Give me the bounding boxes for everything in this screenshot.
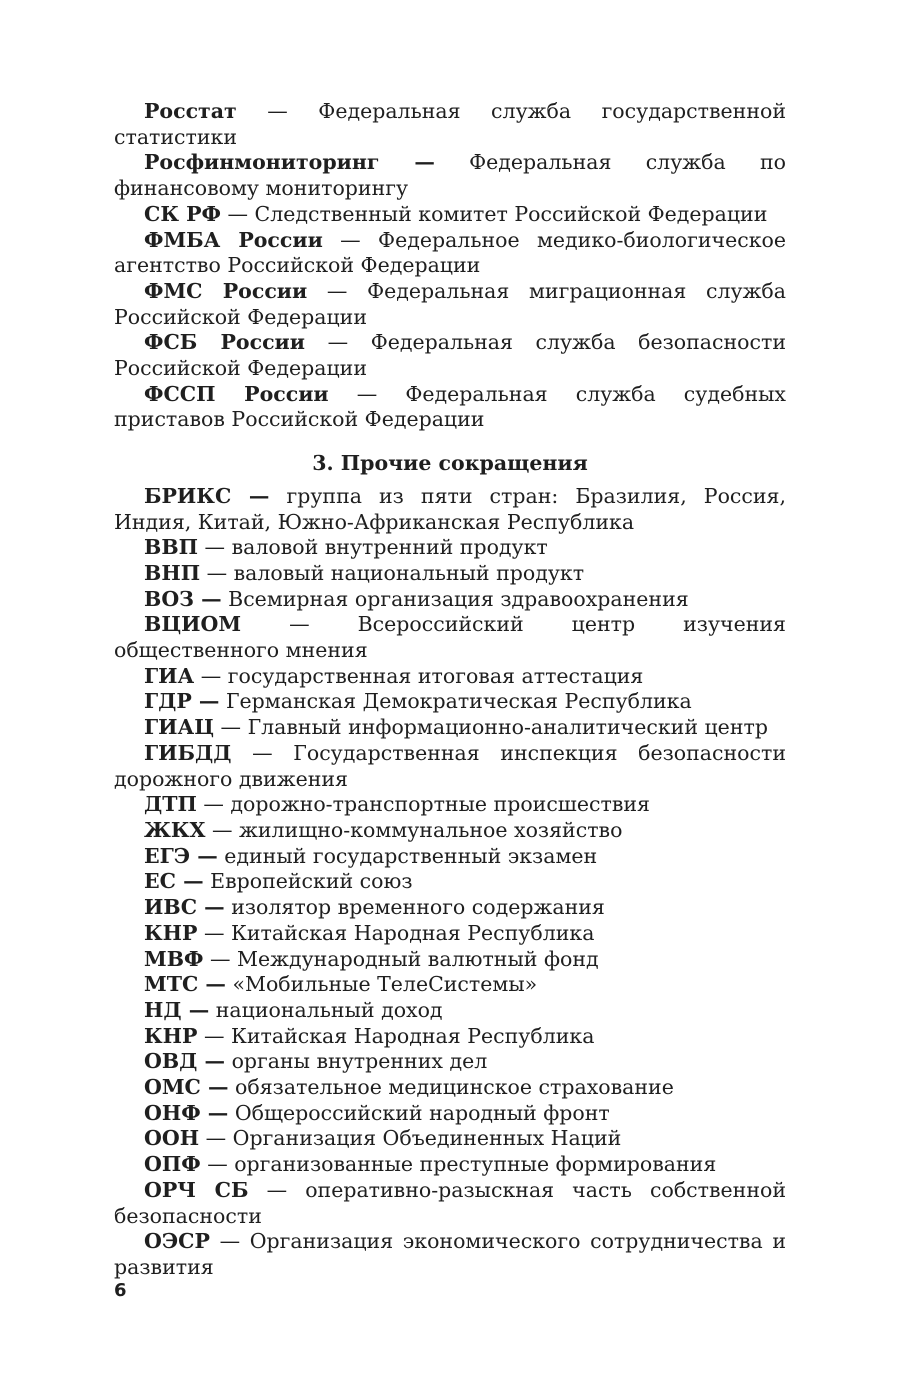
list-item — [114, 587, 786, 613]
definition: Главный информационно-аналитический центр — [247, 715, 768, 740]
list-item — [114, 972, 786, 998]
definition: Государственная инспекция безопасности дорожного движения — [114, 740, 786, 791]
abbreviation: ЖКХ — [144, 817, 206, 842]
abbreviation: ИВС — — [144, 895, 225, 920]
list-item — [114, 330, 786, 381]
abbreviation: Росфинмониторинг — — [144, 150, 435, 175]
abbreviation: Росстат — [144, 99, 237, 123]
definition: «Мобильные ТелеСистемы» — [232, 972, 538, 997]
separator: — — [307, 278, 368, 303]
list-item — [114, 150, 786, 201]
list-item — [114, 741, 786, 792]
abbreviation: МВФ — [144, 946, 204, 971]
definition: национальный доход — [215, 997, 443, 1022]
list-item — [114, 869, 786, 895]
list-item — [114, 1229, 786, 1280]
abbreviation: МТС — — [144, 972, 226, 997]
list-item — [114, 664, 786, 690]
definition: Международный валютный фонд — [237, 946, 599, 971]
definition: единый государственный экзамен — [224, 843, 598, 868]
definition: организованные преступные формирования — [234, 1152, 717, 1177]
abbreviation: ФСБ России — [144, 330, 305, 355]
list-item — [114, 844, 786, 870]
separator: — — [328, 381, 406, 406]
separator: — — [200, 1152, 235, 1177]
list-item — [114, 1152, 786, 1178]
definition: Китайская Народная Республика — [230, 920, 595, 945]
definition: Федеральная служба государственной статистики — [114, 99, 786, 149]
separator: — — [241, 612, 358, 637]
separator — [269, 484, 286, 508]
list-item — [114, 535, 786, 561]
abbreviation: ФМС России — [144, 278, 308, 303]
separator — [435, 150, 469, 174]
separator: — — [248, 1177, 306, 1202]
definition: Федеральная миграционная служба Российской Федерации — [114, 278, 786, 329]
definition: Федеральная служба по финансовому мониторингу — [114, 150, 786, 201]
definition: Федеральная служба судебных приставов Российской Федерации — [114, 381, 786, 432]
list-item — [114, 561, 786, 587]
definition: государственная итоговая аттестация — [227, 663, 644, 688]
abbreviation: БРИКС — — [144, 483, 270, 508]
section-heading: 3. Прочие сокращения — [312, 451, 588, 476]
list-item — [114, 895, 786, 921]
abbreviation: ОМС — — [144, 1075, 229, 1100]
separator: — — [209, 1229, 250, 1254]
abbreviation: ОВД — — [144, 1049, 226, 1074]
list-item — [114, 1049, 786, 1075]
abbreviation: ВЦИОМ — [144, 612, 242, 637]
separator: — — [197, 920, 231, 945]
list-item — [114, 1126, 786, 1152]
abbreviation: ОЭСР — [144, 1229, 210, 1254]
other-abbreviations-list — [114, 484, 786, 1281]
list-item — [114, 1024, 786, 1050]
separator: — — [199, 1126, 233, 1151]
abbreviation: ГДР — — [144, 689, 220, 714]
definition: Общероссийский народный фронт — [234, 1100, 610, 1125]
list-item — [114, 1178, 786, 1229]
list-item — [114, 689, 786, 715]
separator: — — [322, 227, 379, 252]
list-item — [114, 612, 786, 663]
page-body — [114, 99, 786, 1281]
separator: — — [304, 330, 371, 355]
abbreviation: ОПФ — [144, 1152, 201, 1177]
separator: — — [236, 99, 319, 123]
list-item — [114, 1075, 786, 1101]
abbreviation: ВВП — [144, 535, 199, 560]
abbreviation: ВОЗ — — [144, 586, 222, 611]
definition: Всероссийский центр изучения общественного мнения — [114, 612, 786, 663]
list-item — [114, 382, 786, 433]
separator: — — [231, 740, 294, 765]
definition: Всемирная организация здравоохранения — [228, 586, 689, 611]
list-item — [114, 998, 786, 1024]
definition: группа из пяти стран: Бразилия, Россия, Индия, Китай, Южно-Африканская Республика — [114, 483, 786, 534]
abbreviation: ОРЧ СБ — [144, 1177, 249, 1202]
abbreviation: ФМБА России — [144, 227, 323, 252]
definition: валовый национальный продукт — [233, 560, 585, 585]
separator: — — [220, 201, 255, 226]
definition: Китайская Народная Республика — [230, 1023, 595, 1048]
definition: обязательное медицинское страхование — [235, 1075, 674, 1100]
abbreviation: ГИА — [144, 663, 195, 688]
list-item — [114, 792, 786, 818]
abbreviation: ГИАЦ — [144, 715, 215, 740]
separator: — — [197, 1023, 231, 1048]
abbreviation: КНР — [144, 920, 198, 945]
definition: валовой внутренний продукт — [231, 535, 548, 560]
definition: Федеральная служба безопасности Российской Федерации — [114, 330, 787, 381]
list-item — [114, 228, 786, 279]
list-item — [114, 279, 786, 330]
org-abbreviations-list — [114, 99, 786, 433]
abbreviation: СК РФ — [144, 201, 221, 226]
definition: Следственный комитет Российской Федерации — [254, 201, 768, 226]
separator: — — [205, 817, 239, 842]
definition: Организация экономического сотрудничества и развития — [114, 1229, 786, 1279]
abbreviation: ФССП России — [144, 381, 329, 406]
list-item — [114, 947, 786, 973]
definition: жилищно-коммунальное хозяйство — [239, 817, 623, 842]
list-item — [114, 99, 786, 150]
definition: органы внутренних дел — [231, 1049, 488, 1074]
abbreviation: КНР — [144, 1023, 198, 1048]
list-item — [114, 202, 786, 228]
list-item — [114, 484, 786, 535]
abbreviation: НД — — [144, 997, 210, 1022]
definition: оперативно-разыскная часть собственной безопасности — [114, 1177, 786, 1228]
definition: Европейский союз — [210, 869, 413, 894]
definition: изолятор временного содержания — [231, 895, 605, 920]
separator: — — [200, 560, 234, 585]
separator: — — [198, 535, 232, 560]
abbreviation: ДТП — [144, 792, 197, 817]
list-item — [114, 715, 786, 741]
separator: — — [194, 663, 228, 688]
definition: Германская Демократическая Республика — [225, 689, 692, 714]
separator: — — [203, 946, 238, 971]
list-item — [114, 921, 786, 947]
list-item — [114, 818, 786, 844]
separator: — — [214, 715, 248, 740]
page-number: 6 — [114, 1280, 127, 1301]
abbreviation: ГИБДД — [144, 740, 232, 765]
abbreviation: ЕС — — [144, 869, 204, 894]
separator: — — [196, 792, 231, 817]
definition: Федеральное медико-биологическое агентство Российской Федерации — [114, 227, 786, 278]
definition: Организация Объединенных Наций — [232, 1126, 622, 1151]
list-item — [114, 1101, 786, 1127]
abbreviation: ООН — [144, 1126, 200, 1151]
abbreviation: ЕГЭ — — [144, 843, 218, 868]
definition: дорожно-транспортные происшествия — [230, 792, 650, 817]
abbreviation: ОНФ — — [144, 1100, 229, 1125]
abbreviation: ВНП — [144, 560, 201, 585]
